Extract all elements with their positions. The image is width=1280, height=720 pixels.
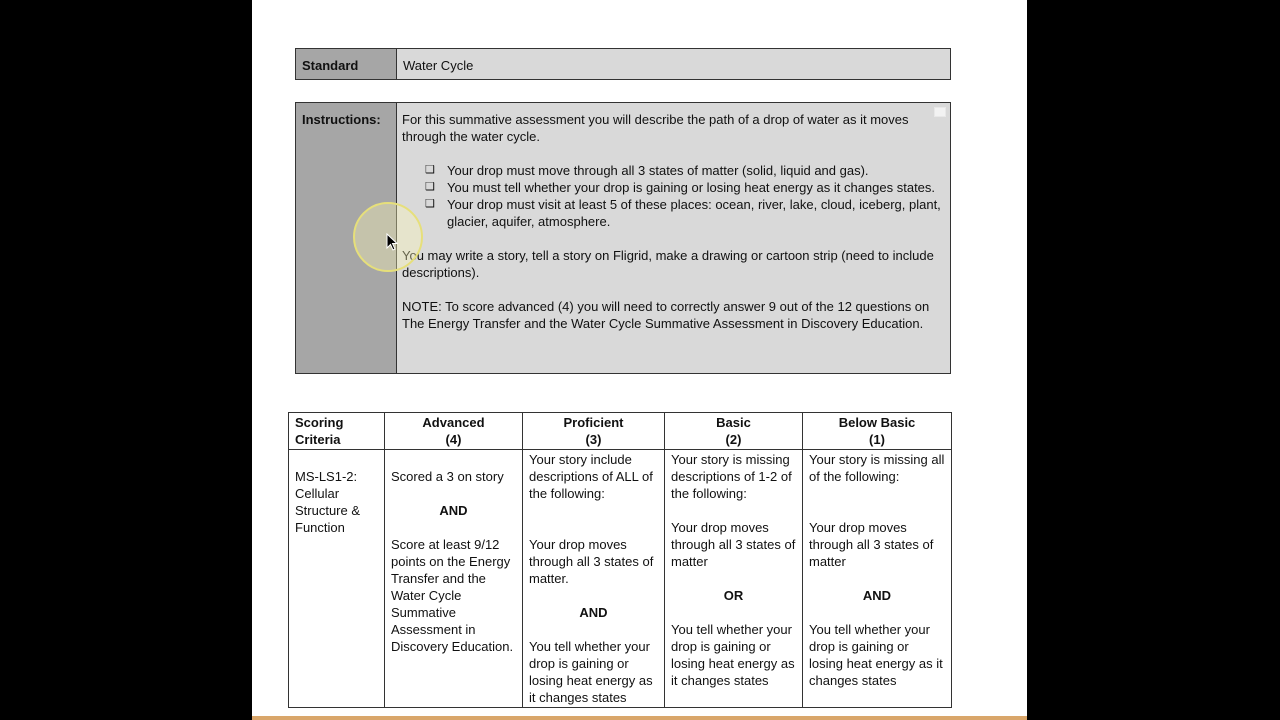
header-line: Below Basic xyxy=(838,415,916,430)
spacer xyxy=(529,502,658,519)
instructions-label: Instructions: xyxy=(296,103,397,373)
header-line: Criteria xyxy=(295,432,341,447)
header-line: (2) xyxy=(725,432,742,447)
bottom-edge-strip xyxy=(252,716,1027,720)
instructions-note: NOTE: To score advanced (4) you will need to correctly answer 9 out of the 12 questions on The Energy Transfer and the Water Cycle Summative Assessment in Discovery Education. xyxy=(402,299,930,331)
basic-cell xyxy=(665,450,803,708)
below-basic-cell xyxy=(803,450,952,708)
proficient-text: You tell whether your drop is gaining or losing heat energy as it changes states xyxy=(529,639,653,705)
header-line: Proficient xyxy=(563,415,624,430)
header-line: (3) xyxy=(585,432,602,447)
header-scoring-criteria xyxy=(289,413,385,450)
advanced-text: Scored a 3 on story xyxy=(391,469,504,484)
requirement-text: Your drop must move through all 3 states of matter (solid, liquid and gas). xyxy=(447,163,869,178)
basic-text: You tell whether your drop is gaining or losing heat energy as it changes states xyxy=(671,622,795,688)
scoring-rubric-table xyxy=(288,412,952,708)
spacer xyxy=(391,485,516,502)
list-item xyxy=(425,196,942,230)
proficient-text: Your drop moves through all 3 states of matter. xyxy=(529,537,654,586)
header-line: Scoring xyxy=(295,415,344,430)
spacer xyxy=(809,485,945,502)
criteria-cell xyxy=(289,450,385,708)
spacer xyxy=(529,519,658,536)
header-basic xyxy=(665,413,803,450)
criteria-text: MS-LS1-2: Cellular Structure & Function xyxy=(295,469,361,535)
instructions-body xyxy=(402,111,942,349)
below-basic-text: Your story is missing all of the following: xyxy=(809,452,945,484)
conjunction-text: AND xyxy=(439,503,468,518)
list-item xyxy=(425,162,942,179)
standard-value: Water Cycle xyxy=(403,58,474,73)
spacer xyxy=(529,621,658,638)
conjunction-text: OR xyxy=(723,588,744,603)
checkbox-icon: ❑ xyxy=(425,198,435,210)
advanced-text: Score at least 9/12 points on the Energy Transfer and the Water Cycle Summative Assessment in Discovery Education. xyxy=(391,537,514,654)
proficient-cell xyxy=(523,450,665,708)
spacer xyxy=(671,502,796,519)
spacer xyxy=(671,570,796,587)
conjunction-text: AND xyxy=(862,588,892,603)
below-basic-text: You tell whether your drop is gaining or losing heat energy as it changes states xyxy=(809,622,943,688)
table-row xyxy=(289,450,952,708)
checkbox-icon: ❑ xyxy=(425,181,435,193)
spacer xyxy=(809,570,945,587)
header-line: (4) xyxy=(445,432,462,447)
spacer xyxy=(809,604,945,621)
requirement-text: Your drop must visit at least 5 of these places: ocean, river, lake, cloud, iceberg, plant, glacier, aquifer, atmosphere. xyxy=(447,197,941,229)
header-line: Basic xyxy=(716,415,751,430)
mouse-pointer-icon xyxy=(386,233,398,251)
spacer xyxy=(529,587,658,604)
spacer xyxy=(391,519,516,536)
advanced-cell xyxy=(385,450,523,708)
table-header-row xyxy=(289,413,952,450)
header-proficient xyxy=(523,413,665,450)
instructions-intro: For this summative assessment you will describe the path of a drop of water as it moves through the water cycle. xyxy=(402,112,909,144)
list-item xyxy=(425,179,942,196)
proficient-text: Your story include descriptions of ALL of the following: xyxy=(529,452,653,501)
standard-label: Standard xyxy=(296,49,397,79)
requirements-list xyxy=(402,162,942,230)
basic-text: Your story is missing descriptions of 1-2 of the following: xyxy=(671,452,792,501)
spacer xyxy=(671,604,796,621)
header-below-basic xyxy=(803,413,952,450)
instructions-options: You may write a story, tell a story on Fligrid, make a drawing or cartoon strip (need to include descriptions). xyxy=(402,248,934,280)
requirement-text: You must tell whether your drop is gaining or losing heat energy as it changes states. xyxy=(447,180,936,195)
spacer xyxy=(295,451,378,468)
header-advanced xyxy=(385,413,523,450)
basic-text: Your drop moves through all 3 states of matter xyxy=(671,520,796,569)
header-line: (1) xyxy=(869,432,885,447)
standard-table xyxy=(295,48,951,80)
spacer xyxy=(391,451,516,468)
spacer xyxy=(809,502,945,519)
conjunction-text: AND xyxy=(579,605,608,620)
header-line: Advanced xyxy=(422,415,485,430)
document-page xyxy=(252,0,1027,720)
below-basic-text: Your drop moves through all 3 states of matter xyxy=(809,520,934,569)
checkbox-icon: ❑ xyxy=(425,164,435,176)
